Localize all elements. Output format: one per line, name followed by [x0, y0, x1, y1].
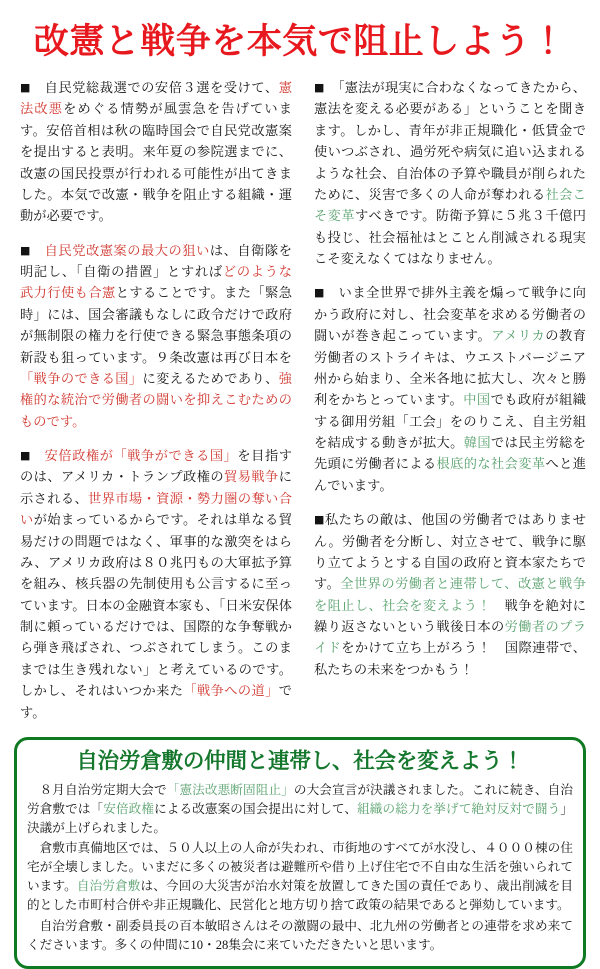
right-column-p1-run-text-0: いま全世界で排外主義を煽って戦争に向かう政府に対し、社会変革を求める労働者の闘いが巻き起こっています。: [314, 285, 586, 344]
left-column-p2-run-text-0: [31, 448, 45, 463]
right-column-p1-run-text-8: へと進んでいます。: [314, 456, 586, 493]
left-column-p1-run-text-0: [31, 243, 45, 258]
left-column-p0-run-text-2: をめぐる情勢が風雲急を告げています。安倍首相は秋の臨時国会で自民党改憲案を提出すると表明。来年夏の参院選までに、改憲の国民投票が行われる可能性が出てきました。本気で改憲・戦争を阻止する組織・運動が必要です。: [20, 101, 292, 224]
right-column-p1-run-green-1: アメリカ: [491, 328, 546, 344]
left-column-p1-run-text-6: に変えるためであり、: [142, 370, 279, 386]
announcement-p0-run-text-6: 」決議が上げられました。: [27, 801, 573, 835]
announcement-box-title: 自治労倉敷の仲間と連帯し、社会を変えよう！: [76, 748, 524, 774]
announcement-paragraph: [27, 781, 573, 838]
body-columns: [0, 71, 600, 723]
left-column-p2-run-text-2: を目指すのは、アメリカ・トランプ政権の: [20, 448, 292, 485]
announcement-paragraph: [27, 917, 573, 955]
announcement-p0-run-text-0: ８月自治労定期大会で: [39, 782, 167, 797]
left-column-p1-run-red-7: 強権的な統治で労働者の闘いを抑えこむためのものです。: [20, 370, 292, 429]
left-column: [20, 77, 292, 723]
square-bullet-icon: ■: [20, 449, 31, 463]
announcement-box-body: [27, 781, 573, 955]
right-column: [314, 77, 586, 680]
right-column-p1-run-green-7: 根底的な社会変革: [436, 456, 546, 472]
left-column-p1-run-red-1: 自民党改憲案の最大の狙い: [44, 242, 210, 258]
left-column-p1-run-red-3: どのような武力行使も合憲: [20, 264, 293, 301]
announcement-p0-run-green-1: 「憲法改悪断固阻止」: [166, 782, 294, 797]
right-column-paragraph: [314, 282, 586, 496]
square-bullet-icon: ■: [20, 243, 31, 257]
square-bullet-icon: ■: [314, 286, 325, 300]
page-title: 改憲と戦争を本気で阻止しよう！: [33, 22, 567, 62]
right-column-p2-run-text-0: 私たちの敵は、他国の労働者ではありません。労働者を分断し、対立させて、戦争に駆り立てようとする自国の政府と資本家たちです。: [314, 512, 586, 592]
left-column-p0-run-red-1: 憲法改悪: [20, 80, 292, 117]
right-column-p2-run-text-4: をかけて立ち上がろう！ 国際連帯で、私たちの未来をつかもう！: [314, 640, 586, 677]
left-column-p1-run-red-5: 「戦争のできる国」: [20, 370, 143, 386]
announcement-p1-run-green-1: 自治労倉敷: [76, 879, 141, 894]
right-column-p2-run-text-2: 戦争を絶対に繰り返さないという戦後日本の: [314, 597, 586, 635]
left-column-paragraph: [20, 77, 292, 227]
right-column-p1-run-green-3: 中国: [463, 392, 491, 408]
square-bullet-icon: ■: [20, 81, 31, 95]
left-column-p1-run-text-4: とすることです。また「緊急時」には、国会審議もなしに政令だけで政府が無制限の権力を行使できる緊急事態条項の新設も狙っています。９条改憲は再び日本を: [20, 285, 292, 365]
announcement-p1-run-text-2: は、今回の大災害が治水対策を放置してきた国の責任であり、歳出削減を目的とした市町村合併や非正規職化、民営化と地方切り捨て政策の結果であると弾劾しています。: [27, 879, 574, 913]
announcement-box: [14, 737, 586, 969]
square-bullet-icon: ■: [314, 81, 325, 95]
right-column-p1-run-green-5: 韓国: [463, 435, 492, 451]
right-column-paragraph: [314, 509, 586, 680]
right-column-p2-run-green-3: 労働者のプライド: [314, 619, 586, 656]
left-column-paragraph: [20, 445, 292, 723]
left-column-p2-run-red-3: 貿易戦争: [224, 469, 279, 485]
left-column-p2-run-text-8: です。: [20, 683, 292, 720]
left-column-p2-run-red-7: 「戦争への道」: [183, 683, 279, 699]
left-column-p0-run-text-0: 自民党総裁選での安倍３選を受けて、: [30, 80, 279, 96]
announcement-p1-run-text-0: 倉敷市真備地区では、５０人以上の人命が失われ、市街地のすべてが水没し、４０００棟の住宅が全壊しました。いまだに多くの被災者は避難所や借り上げ住宅で不自由な生活を強いられています。: [27, 841, 573, 894]
right-column-p1-run-text-2: の教育労働者のストライキは、ウエストバージニア州から始まり、全米各地に拡大し、次々と勝利をかちとっています。: [314, 328, 586, 408]
right-column-p1-run-text-4: でも政府が組織する御用労組「工会」をのりこえ、自主労組を結成する動きが拡大。: [314, 392, 587, 451]
square-bullet-icon: ■: [314, 513, 325, 527]
right-column-paragraph: [314, 77, 586, 269]
announcement-p0-run-text-2: の大会宣言が決議されました。これに続き、自治労倉敷では「: [27, 782, 573, 816]
right-column-p1-run-text-6: では民主労総を先頭に労働者による: [314, 435, 586, 472]
right-column-p0-run-green-1: 社会こそ変革: [314, 186, 586, 224]
announcement-paragraph: [27, 839, 573, 916]
announcement-p0-run-green-3: 安倍政権: [103, 801, 155, 816]
left-column-p2-run-text-6: が始まっているからです。それは単なる貿易だけの問題ではなく、軍事的な激突をはらみ、アメリカ政府は８０兆円もの大軍拡予算を組み、核兵器の先制使用も公言するに至っています。日本の金融資本家も、「日米安保体制に頼っているだけでは、国際的な争奪戦から弾き飛ばされ、つぶされてしまう。このままでは生き残れない」と考えているのです。しかし、それはいつか来た: [20, 512, 292, 699]
left-column-paragraph: [20, 240, 292, 432]
right-column-p0-run-text-2: すべきです。防衛予算に５兆３千億円も投じ、社会福祉はとことん削減される現実こそ変えなくてはなりません。: [314, 208, 586, 267]
left-column-p2-run-text-4: に示される、: [20, 469, 293, 506]
announcement-p2-run-text-0: 自治労倉敷・副委員長の百本敏昭さんはその激闘の最中、北九州の労働者との連帯を求め来てくださいます。多くの仲間に10・28集会に来ていただきたいと思います。: [27, 918, 573, 952]
left-column-p2-run-red-5: 世界市場・資源・勢力圏の奪い合い: [20, 490, 293, 528]
announcement-p0-run-text-4: による改憲案の国会提出に対して、: [154, 801, 358, 816]
right-column-p2-run-green-1: 全世界の労働者と連帯して、改憲と戦争を阻止し、社会を変えよう！: [314, 576, 586, 613]
right-column-p0-run-text-0: 「憲法が現実に合わなくなってきたから、憲法を変える必要がある」ということを聞きます。しかし、青年が非正規職化・低賃金で使いつぶされ、過労死や病気に追い込まれるような社会、自治体の予算や職員が削られたために、災害で多くの人命が奪われる: [314, 80, 586, 202]
left-column-p2-run-red-1: 安倍政権が「戦争ができる国」: [44, 448, 238, 464]
announcement-p0-run-green-5: 組織の総力を挙げて絶対反対で闘う: [357, 801, 561, 816]
left-column-p1-run-text-2: は、自衛隊を明記し、「自衛の措置」とすれば: [20, 242, 292, 280]
